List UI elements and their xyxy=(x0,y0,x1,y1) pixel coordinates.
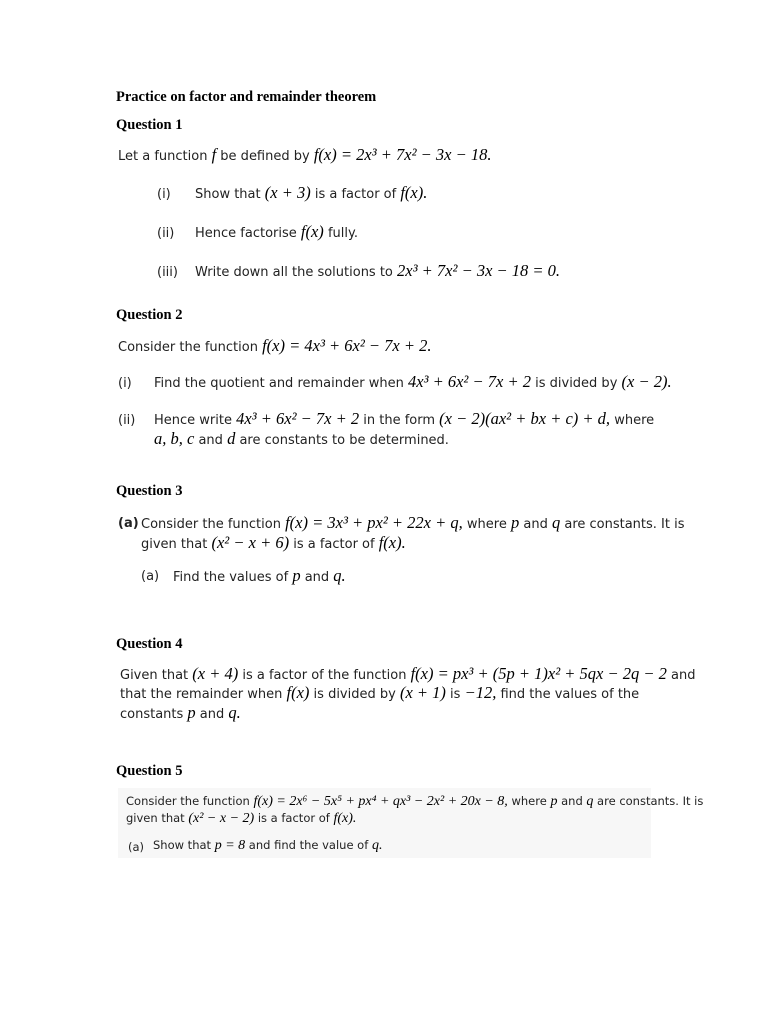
q2-part-ii-text: Hence write xyxy=(154,413,237,428)
q4-text-7: find the values of the xyxy=(496,687,640,702)
q3-sub-and: and xyxy=(300,570,334,585)
q3-sub-p: p xyxy=(292,566,301,585)
q5-factor: (x² − x − 2) xyxy=(188,811,255,826)
q1-intro-text: Let a function xyxy=(118,149,212,164)
q5-constant-p: p xyxy=(550,794,558,809)
q2-part-ii-polynomial: 4x³ + 6x² − 7x + 2 xyxy=(236,409,360,428)
q5-line-2 xyxy=(126,811,356,827)
q2-part-i xyxy=(154,372,672,392)
q4-text-8: constants xyxy=(120,707,188,722)
q5-text-3: are constants. It is xyxy=(593,794,704,808)
q5-constant-q: q xyxy=(586,794,594,809)
q1-part-ii-text: Hence factorise xyxy=(195,226,301,241)
q4-divisor: (x + 1) xyxy=(399,683,446,702)
q3-text-2: where xyxy=(462,517,511,532)
q2-constants-abc: a, b, c xyxy=(154,429,195,448)
q3-sub-a-label: (a) xyxy=(141,569,160,584)
q5-sub-a xyxy=(153,838,382,854)
q1-part-i-text-2: is a factor of xyxy=(310,187,401,202)
page-title: Practice on factor and remainder theorem xyxy=(116,89,377,105)
q2-part-ii xyxy=(154,409,654,429)
q2-part-i-polynomial: 4x³ + 6x² − 7x + 2 xyxy=(407,372,531,391)
q4-line-1 xyxy=(120,664,695,684)
question-5-heading: Question 5 xyxy=(116,763,183,779)
q2-part-i-text: Find the quotient and remainder when xyxy=(154,376,408,391)
q1-part-ii xyxy=(195,222,358,242)
q2-constant-d: d xyxy=(227,429,236,448)
q4-constant-q: q. xyxy=(228,703,241,722)
q3-part-a-label: (a) xyxy=(118,516,139,531)
q1-part-i-function: f(x). xyxy=(400,183,428,202)
q4-text-3: and xyxy=(666,668,696,683)
q1-part-iii-equation: 2x³ + 7x² − 3x − 18 = 0. xyxy=(397,261,561,280)
q5-text-5: is a factor of xyxy=(254,811,334,825)
q1-part-i xyxy=(195,183,427,203)
q1-part-ii-text-2: fully. xyxy=(323,226,358,241)
q4-remainder-value: −12, xyxy=(464,683,497,702)
q1-part-i-label: (i) xyxy=(157,187,171,202)
question-2-heading: Question 2 xyxy=(116,307,183,323)
q4-text-4: that the remainder when xyxy=(120,687,287,702)
q1-part-i-factor: (x + 3) xyxy=(264,183,311,202)
q3-function: f(x). xyxy=(378,533,406,552)
q4-text-6: is xyxy=(445,687,465,702)
q2-and-text: and xyxy=(194,433,228,448)
q5-and-text: and xyxy=(557,794,587,808)
q3-constant-p: p xyxy=(510,513,520,532)
q4-text-1: Given that xyxy=(120,668,193,683)
q1-function-definition: f(x) = 2x³ + 7x² − 3x − 18. xyxy=(313,145,492,164)
question-3-heading: Question 3 xyxy=(116,483,183,499)
q3-sub-q: q. xyxy=(333,566,346,585)
q2-function-definition: f(x) = 4x³ + 6x² − 7x + 2. xyxy=(262,336,432,355)
q5-sub-text-1: Show that xyxy=(153,838,215,852)
q5-text-1: Consider the function xyxy=(126,794,254,808)
q3-line-2 xyxy=(141,533,406,553)
q2-intro-text: Consider the function xyxy=(118,340,263,355)
q4-text-5: is divided by xyxy=(309,687,400,702)
q3-text-5: is a factor of xyxy=(289,537,379,552)
q4-line-2 xyxy=(120,683,639,703)
q3-factor: (x² − x + 6) xyxy=(211,533,290,552)
q2-part-i-text-2: is divided by xyxy=(530,376,622,391)
q4-constant-p: p xyxy=(187,703,196,722)
q4-function: f(x) xyxy=(286,683,310,702)
q5-function-definition: f(x) = 2x⁶ − 5x⁵ + px⁴ + qx³ − 2x² + 20x − 8, xyxy=(253,794,508,809)
question-2-intro xyxy=(118,336,432,356)
question-4-heading: Question 4 xyxy=(116,636,183,652)
q1-part-ii-function: f(x) xyxy=(300,222,324,241)
q2-part-ii-line-2 xyxy=(154,429,449,449)
q1-part-iii-text: Write down all the solutions to xyxy=(195,265,398,280)
q5-sub-condition: p = 8 xyxy=(214,838,246,853)
q5-sub-a-label: (a) xyxy=(128,840,145,854)
q1-part-iii-label: (iii) xyxy=(157,265,178,280)
q1-part-ii-label: (ii) xyxy=(157,226,175,241)
q1-part-i-text: Show that xyxy=(195,187,265,202)
q5-sub-text-2: and find the value of xyxy=(245,838,372,852)
q5-sub-q: q. xyxy=(371,838,383,853)
question-1-heading: Question 1 xyxy=(116,117,183,133)
q3-constant-q: q xyxy=(551,513,561,532)
q2-part-ii-form: (x − 2)(ax² + bx + c) + d, xyxy=(439,409,611,428)
q3-text-1: Consider the function xyxy=(141,517,286,532)
q4-and-text: and xyxy=(195,707,229,722)
q5-text-4: given that xyxy=(126,811,189,825)
q3-function-definition: f(x) = 3x³ + px² + 22x + q, xyxy=(285,513,463,532)
q2-part-i-divisor: (x − 2). xyxy=(621,372,672,391)
q1-intro-text-2: be defined by xyxy=(216,149,314,164)
q1-part-iii xyxy=(195,261,560,281)
q3-text-4: given that xyxy=(141,537,212,552)
q4-line-3 xyxy=(120,703,241,723)
q2-part-i-label: (i) xyxy=(118,376,132,391)
q3-text-3: are constants. It is xyxy=(560,517,685,532)
q3-sub-a xyxy=(173,566,346,586)
q5-line-1 xyxy=(126,794,703,810)
q4-factor: (x + 4) xyxy=(192,664,239,683)
q3-sub-text: Find the values of xyxy=(173,570,293,585)
q5-text-2: where xyxy=(507,794,551,808)
q2-part-ii-label: (ii) xyxy=(118,413,136,428)
q2-part-ii-text-4: are constants to be determined. xyxy=(235,433,449,448)
q5-function: f(x). xyxy=(333,811,357,826)
question-1-intro xyxy=(118,145,492,165)
q2-part-ii-text-3: where xyxy=(610,413,655,428)
q4-text-2: is a factor of the function xyxy=(238,668,411,683)
q2-part-ii-text-2: in the form xyxy=(359,413,440,428)
q4-function-definition: f(x) = px³ + (5p + 1)x² + 5qx − 2q − 2 xyxy=(410,664,667,683)
q1-function-symbol: f xyxy=(211,145,217,164)
q3-line-1 xyxy=(141,513,685,533)
q3-and-text: and xyxy=(519,517,552,532)
